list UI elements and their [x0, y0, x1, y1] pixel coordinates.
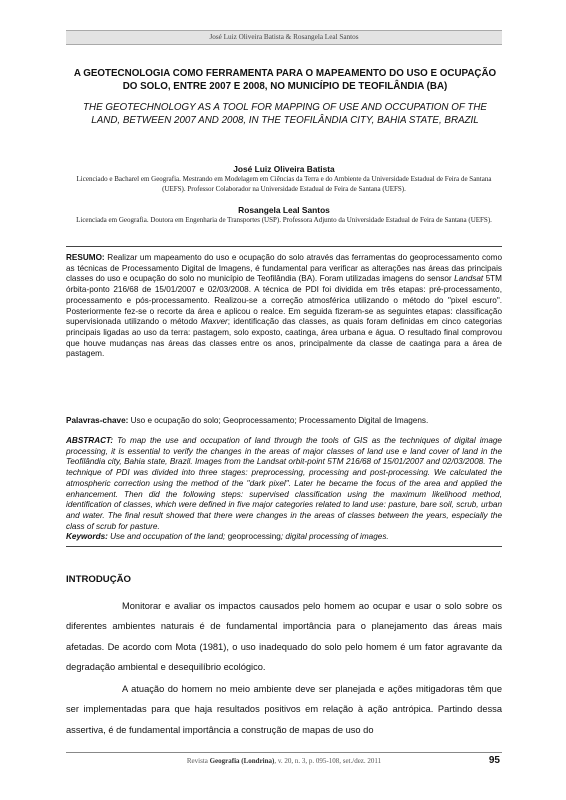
keywords-paragraph [66, 532, 502, 543]
resumo-paragraph [66, 253, 502, 360]
resumo-label: RESUMO: [66, 253, 105, 262]
abstract-label: ABSTRACT: [66, 436, 114, 445]
author-name-2: Rosangela Leal Santos [238, 205, 330, 215]
author-affiliation-2: Licenciada em Geografia. Doutora em Engenharia de Transportes (USP). Professora Adjunto da Universidade Estadual de Feira de Santana (UEFS). [76, 216, 492, 224]
running-header: José Luiz Oliveira Batista & Rosangela Leal Santos [66, 30, 502, 45]
author-affiliation-1: Licenciado e Bacharel em Geografia. Mestrando em Modelagem em Ciências da Terra e do Ambiente da Universidade Estadual de Feira de Santana (UEFS). Professor Colaborador na Universidade Estadual de Feira de Santana (UEFS). [76, 175, 492, 193]
abstract-divider-bottom [66, 546, 502, 547]
keywords-text-3: ; digital processing of images. [280, 532, 389, 541]
palavras-chave-label: Palavras-chave: [66, 416, 129, 425]
intro-paragraph-1: Monitorar e avaliar os impactos causados pelo homem ao ocupar e usar o solo sobre os diferentes ambientes naturais é de fundamental importância para o planejamento das áreas mais afetadas. De acordo com Mota (1981), o uso inadequado do solo pelo homem é um fator agravante da degradação ambiental e desequilíbrio ecológico. [66, 601, 502, 673]
author-name-1: José Luiz Oliveira Batista [233, 164, 335, 174]
footer-prefix: Revista [186, 757, 210, 765]
abstract-paragraph [66, 436, 502, 532]
resumo-text-1: Realizar um mapeamento do uso e ocupação do solo através das ferramentas do geoprocessamento como as técnicas de Processamento Digital de Imagens, é fundamental para verificar as alterações nas áreas das principais classes do uso e ocupação do solo no município de Teofilândia (BA). Foram utilizadas imagens do sensor [66, 253, 502, 284]
resumo-sensor: Landsat [454, 274, 484, 284]
keywords-label: Keywords: [66, 532, 108, 541]
palavras-chave-text: Uso e ocupação do solo; Geoprocessamento; Processamento Digital de Imagens. [128, 416, 429, 425]
article-subtitle: THE GEOTECHNOLOGY AS A TOOL FOR MAPPING OF USE AND OCCUPATION OF THE LAND, BETWEEN 2007 AND 2008, IN THE TEOFILÂNDIA CITY, BAHIA STATE, BRAZIL [83, 102, 487, 126]
resumo-text-2: 5TM órbita-ponto 216/68 de 15/01/2007 e 02/03/2008. A técnica de PDI foi dividida em três etapas: pré-processamento, processamento e pós-processamento. Realizou-se a correção atmosférica utilizando o método do "pixel escuro". Posteriormente fez-se o recorte da área e aplicou o realce. Em seguida fizeram-se as seguintes etapas: classificação supervisionada utilizando o método [66, 274, 502, 327]
footer-citation [66, 757, 502, 765]
section-heading-introducao: INTRODUÇÃO [66, 574, 132, 585]
page-number: 95 [488, 755, 500, 766]
footer-details: , v. 20, n. 3, p. 095-108, set./dez. 2011 [274, 757, 382, 765]
resumo-text-3: ; identificação das classes, as quais foram definidas em cinco categorias principais ligadas ao uso da terra: pastagem, solo exposto, caatinga, área urbana e água. O resultado final comprovou que houve mudanças nas áreas das classes entre os anos, principalmente da classe de caatinga para a área de pastagem. [66, 317, 502, 359]
abstract-text: To map the use and occupation of land through the tools of GIS as the techniques of digital image processing, it is essential to verify the changes in the areas of major classes of land use e land cover of land in the Teofilândia city, Bahia state, Brazil. Images from the Landsat orbit-point 5TM 216/68 of 15/01/2007 and 02/03/2008. The technique of PDI was divided into three stages: preprocessing, processing and post-processing. We calculated the atmospheric correction using the method of the "dark pixel". Later he became the focus of the area and applied the enhancement. Then did the following steps: supervised classification using the maximum likelihood method, identification of classes, which were defined in five major categories related to land use: pasture, bare soil, scrub, urban and water. The final result showed that there were changes in the areas of classes between the years, especially the class of scrub for pasture. [66, 436, 502, 531]
article-title: A GEOTECNOLOGIA COMO FERRAMENTA PARA O MAPEAMENTO DO USO E OCUPAÇÃO DO SOLO, ENTRE 2007 E 2008, NO MUNICÍPIO DE TEOFILÂNDIA (BA) [73, 68, 497, 92]
intro-paragraph-2: A atuação do homem no meio ambiente deve ser planejada e ações mitigadoras têm que ser implementadas para que haja resultados positivos em relação à ação antrópica. Partindo dessa assertiva, é de fundamental importância a construção de mapas de uso do [66, 684, 502, 735]
keywords-text-1: Use and occupation of the land; [107, 532, 228, 541]
palavras-chave-paragraph [66, 416, 502, 427]
resumo-method: Maxver [200, 317, 228, 327]
footer-divider [66, 752, 502, 753]
footer-journal: Geografia (Londrina) [209, 757, 275, 765]
abstract-divider-top [66, 246, 502, 247]
keywords-text-2: geoprocessing [227, 532, 281, 541]
